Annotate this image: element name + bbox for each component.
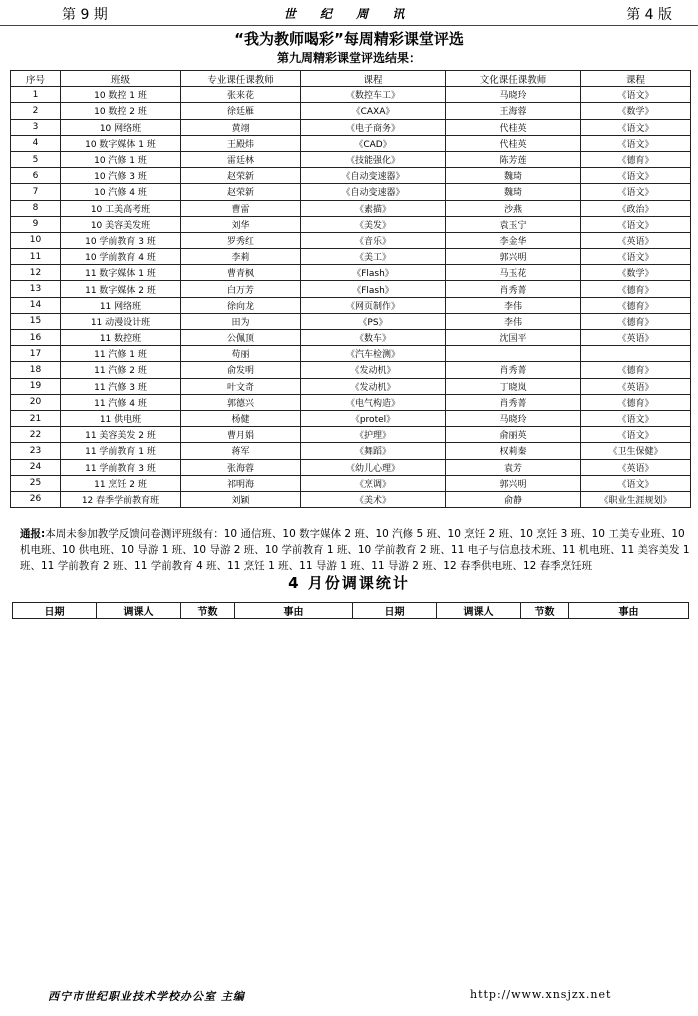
table-cell: 11 汽修 4 班 xyxy=(61,394,181,410)
table-cell: 8 xyxy=(11,200,61,216)
table-cell: 叶文奇 xyxy=(181,378,301,394)
table-row xyxy=(11,427,691,443)
notice-text: 本周未参加教学反馈问卷测评班级有：10 通信班、10 数字媒体 2 班、10 汽修 5 班、10 烹饪 2 班、10 烹饪 3 班、10 工美专业班、10 机电班、10 供电班、10 导游 1 班、10 导游 2 班、10 学前教育 1 班、10 学前教育 2 班、11 电子与信息技术班、11 机电班、11 美容美发 1 班、11 学前教育 2 班、11 学前教育 4 班、11 烹饪 1 班、11 导游 1 班、11 导游 2 班、12 春季供电班、12 春季烹饪班 xyxy=(20,528,690,572)
table-cell: 14 xyxy=(11,297,61,313)
table-cell: 《Flash》 xyxy=(301,265,446,281)
table-cell: 11 网络班 xyxy=(61,297,181,313)
table-cell: 代桂英 xyxy=(446,119,581,135)
table-cell: 《protel》 xyxy=(301,410,446,426)
table-cell: 张海蓉 xyxy=(181,459,301,475)
table-cell: 曹青枫 xyxy=(181,265,301,281)
table-row xyxy=(11,249,691,265)
table-cell: 11 美容美发 2 班 xyxy=(61,427,181,443)
table-cell: 郭兴明 xyxy=(446,249,581,265)
table-cell: 肖秀菁 xyxy=(446,394,581,410)
column-header: 日期 xyxy=(353,603,437,619)
table-cell: 魏琦 xyxy=(446,184,581,200)
table-cell: 《政治》 xyxy=(581,200,691,216)
page-header xyxy=(0,0,698,26)
table-cell: 《数车》 xyxy=(301,330,446,346)
table-cell: 《语文》 xyxy=(581,168,691,184)
table-row xyxy=(11,491,691,507)
table-cell: 10 工美高考班 xyxy=(61,200,181,216)
table-cell: 《英语》 xyxy=(581,378,691,394)
table-cell: 10 汽修 1 班 xyxy=(61,151,181,167)
table-row xyxy=(11,394,691,410)
table-cell: 《幼儿心理》 xyxy=(301,459,446,475)
table-cell: 9 xyxy=(11,216,61,232)
table-row xyxy=(11,265,691,281)
table-cell: 11 供电班 xyxy=(61,410,181,426)
table-row xyxy=(11,168,691,184)
table-row xyxy=(11,346,691,362)
table-cell: 《数学》 xyxy=(581,265,691,281)
table-cell: 1 xyxy=(11,87,61,103)
table-row xyxy=(11,87,691,103)
table-cell: 《语文》 xyxy=(581,184,691,200)
table-cell: 10 xyxy=(11,232,61,248)
table-row xyxy=(11,200,691,216)
table-row xyxy=(11,297,691,313)
table-cell: 《语文》 xyxy=(581,87,691,103)
table-cell: 11 数控班 xyxy=(61,330,181,346)
table-cell: 7 xyxy=(11,184,61,200)
table-row xyxy=(11,443,691,459)
table-cell: 《德育》 xyxy=(581,281,691,297)
table-cell: 《烹调》 xyxy=(301,475,446,491)
table-cell: 11 汽修 3 班 xyxy=(61,378,181,394)
table-cell: 11 动漫设计班 xyxy=(61,313,181,329)
table-cell: 6 xyxy=(11,168,61,184)
table-cell: 《英语》 xyxy=(581,330,691,346)
table-cell: 26 xyxy=(11,491,61,507)
table-cell: 5 xyxy=(11,151,61,167)
table-cell: 黄翊 xyxy=(181,119,301,135)
table-cell: 10 美容美发班 xyxy=(61,216,181,232)
table-cell: 《语文》 xyxy=(581,410,691,426)
table-cell: 李莉 xyxy=(181,249,301,265)
table-header-row xyxy=(13,603,689,619)
table-cell: 《卫生保健》 xyxy=(581,443,691,459)
table-cell: 田为 xyxy=(181,313,301,329)
table-cell: 权莉秦 xyxy=(446,443,581,459)
table-cell: 10 网络班 xyxy=(61,119,181,135)
table-row xyxy=(11,475,691,491)
table-row xyxy=(11,232,691,248)
table-cell: 《汽车检测》 xyxy=(301,346,446,362)
table-cell: 《语文》 xyxy=(581,135,691,151)
table-cell: 11 学前教育 1 班 xyxy=(61,443,181,459)
table-cell: 丁晓岚 xyxy=(446,378,581,394)
table-cell: 苟丽 xyxy=(181,346,301,362)
table-cell: 《德育》 xyxy=(581,394,691,410)
table-cell: 《美工》 xyxy=(301,249,446,265)
notice xyxy=(20,526,692,574)
table-cell: 张来花 xyxy=(181,87,301,103)
table-cell: 《语文》 xyxy=(581,216,691,232)
table-cell: 肖秀菁 xyxy=(446,281,581,297)
table-cell: 23 xyxy=(11,443,61,459)
table-cell: 李伟 xyxy=(446,297,581,313)
table-cell: 2 xyxy=(11,103,61,119)
table-cell: 《自动变速器》 xyxy=(301,184,446,200)
column-header: 节数 xyxy=(181,603,235,619)
table-cell: 俞静 xyxy=(446,491,581,507)
table-cell: 《数学》 xyxy=(581,103,691,119)
table-cell: 魏琦 xyxy=(446,168,581,184)
table-cell: 10 数控 2 班 xyxy=(61,103,181,119)
table-header-row xyxy=(11,71,691,87)
table-cell: 24 xyxy=(11,459,61,475)
table-cell: 10 数字媒体 1 班 xyxy=(61,135,181,151)
schedule-table xyxy=(12,602,689,619)
table-cell: 13 xyxy=(11,281,61,297)
table-cell: 《音乐》 xyxy=(301,232,446,248)
table-cell xyxy=(446,346,581,362)
table-row xyxy=(11,281,691,297)
table-cell: 《英语》 xyxy=(581,232,691,248)
table-cell: 赵荣新 xyxy=(181,184,301,200)
table-cell: 《英语》 xyxy=(581,459,691,475)
table-cell: 马晓玲 xyxy=(446,410,581,426)
table-cell: 俞丽英 xyxy=(446,427,581,443)
table-cell: 徐向龙 xyxy=(181,297,301,313)
table-cell: 3 xyxy=(11,119,61,135)
table-cell: 祁明海 xyxy=(181,475,301,491)
table-cell: 《Flash》 xyxy=(301,281,446,297)
table-cell: 10 学前教育 4 班 xyxy=(61,249,181,265)
table-cell: 《舞蹈》 xyxy=(301,443,446,459)
table-row xyxy=(11,330,691,346)
table-cell: 李金华 xyxy=(446,232,581,248)
table-cell: 《发动机》 xyxy=(301,362,446,378)
table-cell: 公佩顶 xyxy=(181,330,301,346)
table-cell: 《美发》 xyxy=(301,216,446,232)
table-cell: 10 学前教育 3 班 xyxy=(61,232,181,248)
schedule-title: 4 月份调课统计 xyxy=(288,574,410,592)
table-cell: 《自动变速器》 xyxy=(301,168,446,184)
table-cell: 17 xyxy=(11,346,61,362)
table-cell: 郭德兴 xyxy=(181,394,301,410)
masthead: 世 纪 周 讯 xyxy=(283,7,415,21)
table-cell: 肖秀菁 xyxy=(446,362,581,378)
table-row xyxy=(11,103,691,119)
column-header: 文化课任课教师 xyxy=(446,71,581,87)
table-cell: 沙燕 xyxy=(446,200,581,216)
column-header: 专业课任课教师 xyxy=(181,71,301,87)
table-cell: 《德育》 xyxy=(581,313,691,329)
table-cell: 曹雷 xyxy=(181,200,301,216)
table-row xyxy=(11,119,691,135)
column-header: 班级 xyxy=(61,71,181,87)
table-cell: 12 xyxy=(11,265,61,281)
table-cell: 《语文》 xyxy=(581,427,691,443)
table-cell: 马晓玲 xyxy=(446,87,581,103)
table-row xyxy=(11,135,691,151)
table-cell: 11 汽修 2 班 xyxy=(61,362,181,378)
table-cell: 《语文》 xyxy=(581,475,691,491)
table-cell: 21 xyxy=(11,410,61,426)
table-cell: 刘华 xyxy=(181,216,301,232)
table-cell: 《发动机》 xyxy=(301,378,446,394)
table-cell: 15 xyxy=(11,313,61,329)
table-row xyxy=(11,151,691,167)
table-cell xyxy=(581,346,691,362)
table-row xyxy=(11,410,691,426)
evaluation-table xyxy=(10,70,691,508)
table-cell: 16 xyxy=(11,330,61,346)
evaluation-title: “我为教师喝彩”每周精彩课堂评选 xyxy=(234,30,464,48)
table-cell: 20 xyxy=(11,394,61,410)
table-cell: 《德育》 xyxy=(581,297,691,313)
column-header: 课程 xyxy=(301,71,446,87)
table-cell: 王殿炜 xyxy=(181,135,301,151)
table-cell: 《CAXA》 xyxy=(301,103,446,119)
table-cell: 18 xyxy=(11,362,61,378)
table-cell: 郭兴明 xyxy=(446,475,581,491)
table-cell: 22 xyxy=(11,427,61,443)
table-cell: 《电子商务》 xyxy=(301,119,446,135)
table-cell: 11 烹饪 2 班 xyxy=(61,475,181,491)
table-cell: 《美术》 xyxy=(301,491,446,507)
table-cell: 《职业生涯规划》 xyxy=(581,491,691,507)
table-row xyxy=(11,378,691,394)
table-cell: 10 汽修 3 班 xyxy=(61,168,181,184)
column-header: 节数 xyxy=(521,603,569,619)
table-cell: 11 学前教育 3 班 xyxy=(61,459,181,475)
table-cell: 10 数控 1 班 xyxy=(61,87,181,103)
table-cell: 马玉花 xyxy=(446,265,581,281)
table-cell: 徐廷雁 xyxy=(181,103,301,119)
issue-number: 第 9 期 xyxy=(62,7,108,23)
column-header: 调课人 xyxy=(437,603,521,619)
table-cell: 刘颖 xyxy=(181,491,301,507)
table-cell: 袁玉宁 xyxy=(446,216,581,232)
table-cell: 蒋军 xyxy=(181,443,301,459)
table-cell: 《护理》 xyxy=(301,427,446,443)
evaluation-subtitle: 第九周精彩课堂评选结果： xyxy=(276,51,421,65)
column-header: 调课人 xyxy=(97,603,181,619)
table-row xyxy=(11,362,691,378)
table-cell: 《德育》 xyxy=(581,362,691,378)
table-cell: 俞发明 xyxy=(181,362,301,378)
table-cell: 11 数字媒体 2 班 xyxy=(61,281,181,297)
table-cell: 《PS》 xyxy=(301,313,446,329)
table-cell: 沈国平 xyxy=(446,330,581,346)
table-cell: 12 春季学前教育班 xyxy=(61,491,181,507)
table-cell: 罗秀红 xyxy=(181,232,301,248)
table-cell: 《语文》 xyxy=(581,249,691,265)
table-cell: 《CAD》 xyxy=(301,135,446,151)
table-row xyxy=(11,184,691,200)
table-cell: 陈芳莲 xyxy=(446,151,581,167)
table-cell: 19 xyxy=(11,378,61,394)
table-cell: 11 汽修 1 班 xyxy=(61,346,181,362)
table-cell: 《电气构造》 xyxy=(301,394,446,410)
table-cell: 4 xyxy=(11,135,61,151)
table-cell: 曹月娟 xyxy=(181,427,301,443)
table-cell: 《语文》 xyxy=(581,119,691,135)
footer-office: 西宁市世纪职业技术学校办公室 主编 xyxy=(48,990,245,1003)
footer-url[interactable]: http://www.xnsjzx.net xyxy=(470,988,612,1001)
table-row xyxy=(11,459,691,475)
table-cell: 袁芳 xyxy=(446,459,581,475)
table-cell: 11 xyxy=(11,249,61,265)
column-header: 日期 xyxy=(13,603,97,619)
table-cell: 10 汽修 4 班 xyxy=(61,184,181,200)
table-row xyxy=(11,313,691,329)
table-cell: 李伟 xyxy=(446,313,581,329)
table-cell: 王海蓉 xyxy=(446,103,581,119)
table-cell: 25 xyxy=(11,475,61,491)
table-cell: 《网页制作》 xyxy=(301,297,446,313)
table-cell: 代桂英 xyxy=(446,135,581,151)
table-cell: 《素描》 xyxy=(301,200,446,216)
table-cell: 赵荣新 xyxy=(181,168,301,184)
notice-label: 通报: xyxy=(20,528,46,540)
table-cell: 《数控车工》 xyxy=(301,87,446,103)
table-cell: 《德育》 xyxy=(581,151,691,167)
column-header: 课程 xyxy=(581,71,691,87)
table-cell: 杨健 xyxy=(181,410,301,426)
column-header: 事由 xyxy=(235,603,353,619)
column-header: 事由 xyxy=(569,603,689,619)
table-cell: 白万芳 xyxy=(181,281,301,297)
table-cell: 《技能强化》 xyxy=(301,151,446,167)
table-cell: 11 数字媒体 1 班 xyxy=(61,265,181,281)
edition-number: 第 4 版 xyxy=(626,7,672,23)
table-row xyxy=(11,216,691,232)
table-cell: 雷廷林 xyxy=(181,151,301,167)
column-header: 序号 xyxy=(11,71,61,87)
